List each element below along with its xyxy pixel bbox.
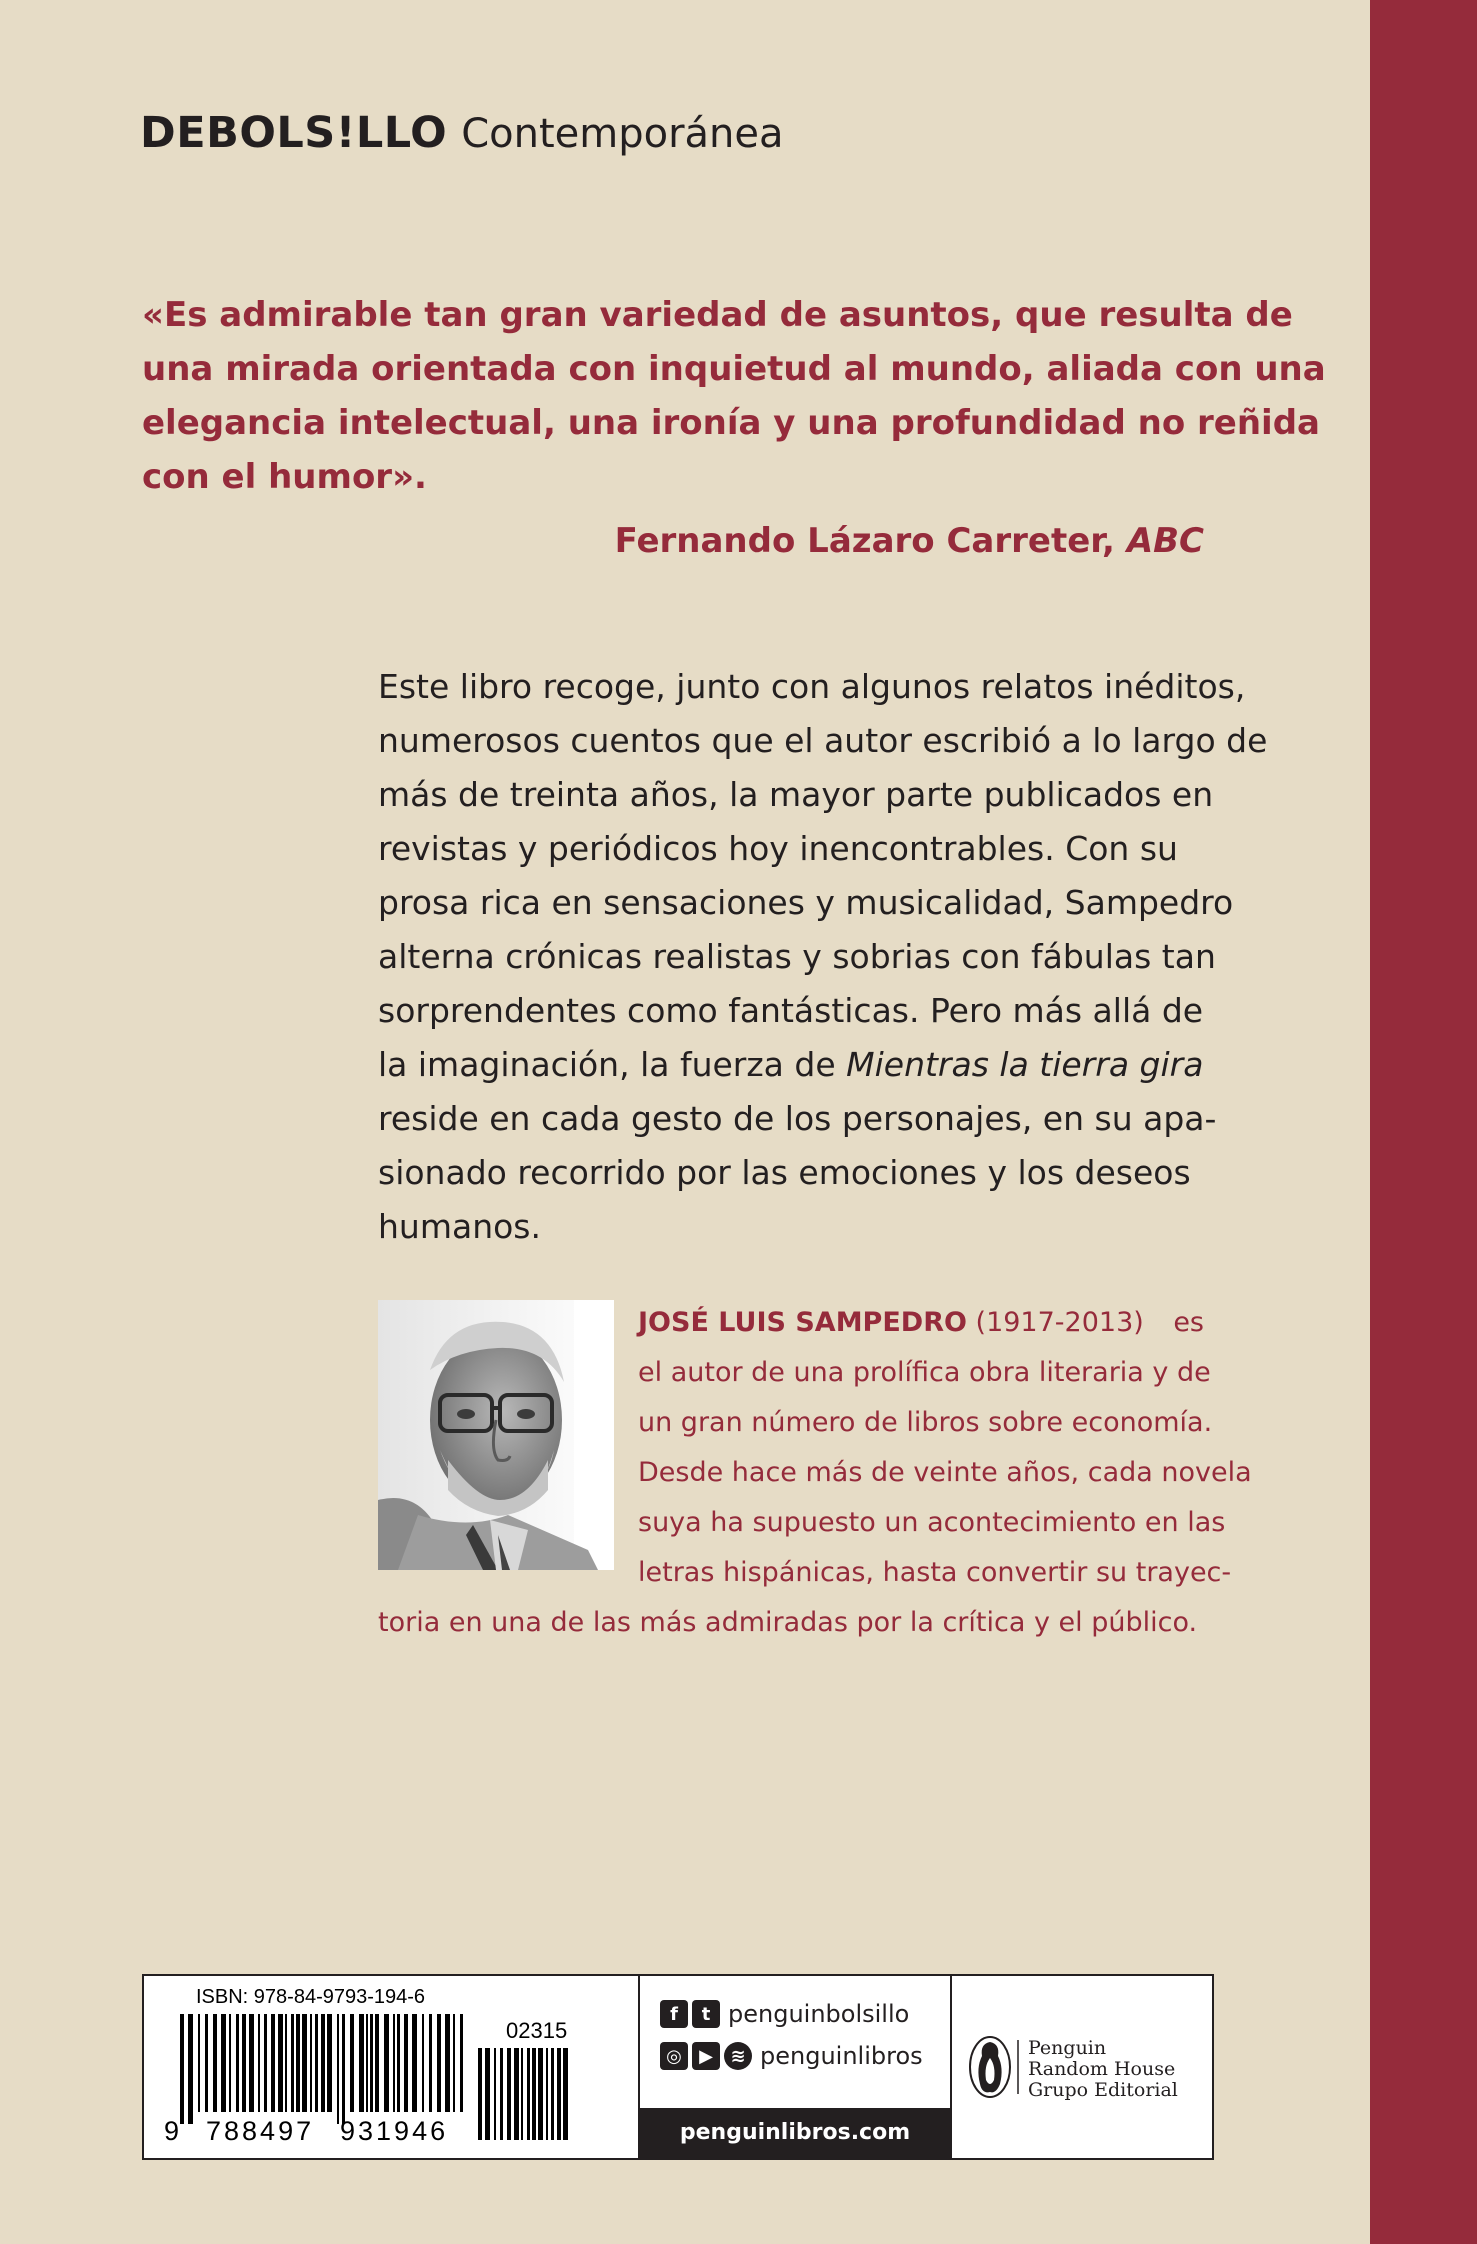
synopsis-line: sorprendentes como fantásticas. Pero más allá de — [378, 991, 1204, 1030]
barcode-bar — [342, 2014, 345, 2124]
barcode-bar — [366, 2014, 368, 2112]
penguin-logo-icon — [966, 2034, 1022, 2100]
barcode-bar — [242, 2014, 246, 2112]
barcode-bar — [494, 2048, 496, 2140]
barcode-bar — [205, 2014, 208, 2112]
bio-line: JOSÉ LUIS SAMPEDRO (1917-2013) es — [638, 1307, 1204, 1338]
barcode-bar — [258, 2014, 260, 2112]
social-row-libros — [660, 2042, 923, 2070]
quote-source: ABC — [1126, 521, 1204, 561]
barcode-bar — [404, 2014, 408, 2112]
bio-line: suya ha supuesto un acontecimiento en las — [638, 1507, 1226, 1538]
publisher-panel — [952, 1976, 1212, 2158]
quote-line: «Es admirable tan gran variedad de asuntos, que resulta de — [142, 295, 1293, 335]
barcode-bar — [445, 2014, 450, 2112]
spotify-icon[interactable]: ≋ — [724, 2042, 752, 2070]
spine-band — [1370, 0, 1477, 2244]
barcode-bar — [321, 2014, 325, 2112]
social-handle[interactable]: penguinlibros — [760, 2042, 923, 2070]
barcode-bar — [429, 2014, 432, 2112]
barcode-bar — [557, 2048, 561, 2140]
facebook-icon[interactable]: f — [660, 2000, 688, 2028]
bio-line: Desde hace más de veinte años, cada novela — [638, 1457, 1252, 1488]
barcode-bar — [532, 2048, 536, 2140]
bio-line: un gran número de libros sobre economía. — [638, 1407, 1213, 1438]
barcode-bar — [278, 2014, 283, 2112]
youtube-icon[interactable]: ▶ — [692, 2042, 720, 2070]
barcode-bar — [375, 2014, 379, 2112]
barcode-bar — [412, 2014, 417, 2112]
isbn-label: ISBN: 978-84-9793-194-6 — [196, 1986, 426, 2008]
quote-line: elegancia intelectual, una ironía y una profundidad no reñida — [142, 403, 1320, 443]
barcode-bar — [514, 2048, 519, 2140]
author-years: (1917-2013) — [975, 1307, 1144, 1338]
barcode-bar — [551, 2048, 554, 2140]
barcode-bar — [350, 2014, 354, 2112]
back-cover-footer — [142, 1974, 1214, 2160]
book-synopsis — [378, 660, 1268, 1254]
twitter-icon[interactable]: t — [692, 2000, 720, 2028]
author-bio — [378, 1298, 1252, 1648]
quote-attribution: Fernando Lázaro Carreter, ABC — [614, 521, 1204, 561]
barcode-bar — [264, 2014, 267, 2112]
barcode-bar — [315, 2014, 318, 2112]
barcode-bar — [229, 2014, 231, 2112]
imprint-header — [140, 108, 784, 168]
barcode-bar — [460, 2014, 463, 2112]
barcode-bar — [327, 2014, 332, 2112]
quote-line: con el humor». — [142, 457, 427, 497]
barcode-bar — [180, 2014, 184, 2124]
barcode-bar — [337, 2014, 339, 2124]
barcode-bar — [437, 2014, 441, 2112]
collection-name: Contemporánea — [461, 111, 784, 157]
barcode-bar — [453, 2014, 455, 2112]
barcode-bar — [485, 2048, 490, 2140]
synopsis-line: alterna crónicas realistas y sobrias con fábulas tan — [378, 937, 1216, 976]
barcode-bar — [236, 2014, 239, 2112]
bio-line: letras hispánicas, hasta convertir su trayec- — [638, 1557, 1232, 1588]
barcode-bar — [310, 2014, 312, 2112]
website-link[interactable]: penguinlibros.com — [640, 2108, 950, 2158]
author-name: JOSÉ LUIS SAMPEDRO — [638, 1307, 967, 1338]
barcode-bar — [285, 2014, 287, 2112]
synopsis-line: más de treinta años, la mayor parte publicados en — [378, 775, 1214, 814]
barcode-bar — [370, 2014, 373, 2112]
social-handle[interactable]: penguinbolsillo — [728, 2000, 910, 2028]
barcode-addon-number: 02315 — [506, 2018, 568, 2043]
barcode-bar — [249, 2014, 254, 2112]
barcode-bar — [271, 2014, 275, 2112]
barcode-bar — [384, 2014, 389, 2112]
barcode-bar — [507, 2048, 511, 2140]
synopsis-line: sionado recorrido por las emociones y los deseos — [378, 1153, 1191, 1192]
bio-line: toria en una de las más admiradas por la crítica y el público. — [378, 1607, 1198, 1638]
synopsis-line: Este libro recoge, junto con algunos relatos inéditos, — [378, 667, 1246, 706]
book-title: Mientras la tierra gira — [846, 1045, 1204, 1084]
synopsis-line: revistas y periódicos hoy inencontrables. Con su — [378, 829, 1178, 868]
barcode-bar — [527, 2048, 530, 2140]
bio-line: el autor de una prolífica obra literaria y de — [638, 1357, 1211, 1388]
barcode-bar — [291, 2014, 294, 2112]
barcode-bar — [296, 2014, 300, 2112]
barcode-bar — [188, 2014, 193, 2124]
synopsis-line: numerosos cuentos que el autor escribió a lo largo de — [378, 721, 1268, 760]
publisher-name: Penguin Random House Grupo Editorial — [1028, 2037, 1178, 2101]
social-panel — [640, 1976, 952, 2158]
barcode-bar — [198, 2014, 200, 2112]
barcode-bar — [213, 2014, 217, 2112]
press-quote — [142, 288, 1326, 568]
barcode-bar — [393, 2014, 395, 2112]
barcode-bar — [546, 2048, 548, 2140]
barcode-bar — [302, 2014, 307, 2112]
barcode-bar — [500, 2048, 503, 2140]
synopsis-line: humanos. — [378, 1207, 541, 1246]
barcode-bar — [563, 2048, 568, 2140]
imprint-logo: DEBOLS!LLO — [140, 108, 448, 158]
instagram-icon[interactable]: ◎ — [660, 2042, 688, 2070]
barcode-bar — [538, 2048, 543, 2140]
synopsis-line: prosa rica en sensaciones y musicalidad, Sampedro — [378, 883, 1234, 922]
synopsis-line: reside en cada gesto de los personajes, en su apa- — [378, 1099, 1217, 1138]
barcode-bar — [521, 2048, 523, 2140]
social-row-bolsillo — [660, 2000, 909, 2028]
barcode-panel: ISBN: 978-84-9793-194-6 02315 9 788497 931946 — [144, 1976, 640, 2158]
quote-line: una mirada orientada con inquietud al mundo, aliada con una — [142, 349, 1326, 389]
barcode-bar — [359, 2014, 364, 2112]
barcode-bar — [221, 2014, 226, 2112]
barcode-bar — [397, 2014, 400, 2112]
synopsis-line: la imaginación, la fuerza de Mientras la tierra gira — [378, 1045, 1204, 1084]
barcode-bar — [422, 2014, 424, 2112]
barcode-bar — [478, 2048, 482, 2140]
